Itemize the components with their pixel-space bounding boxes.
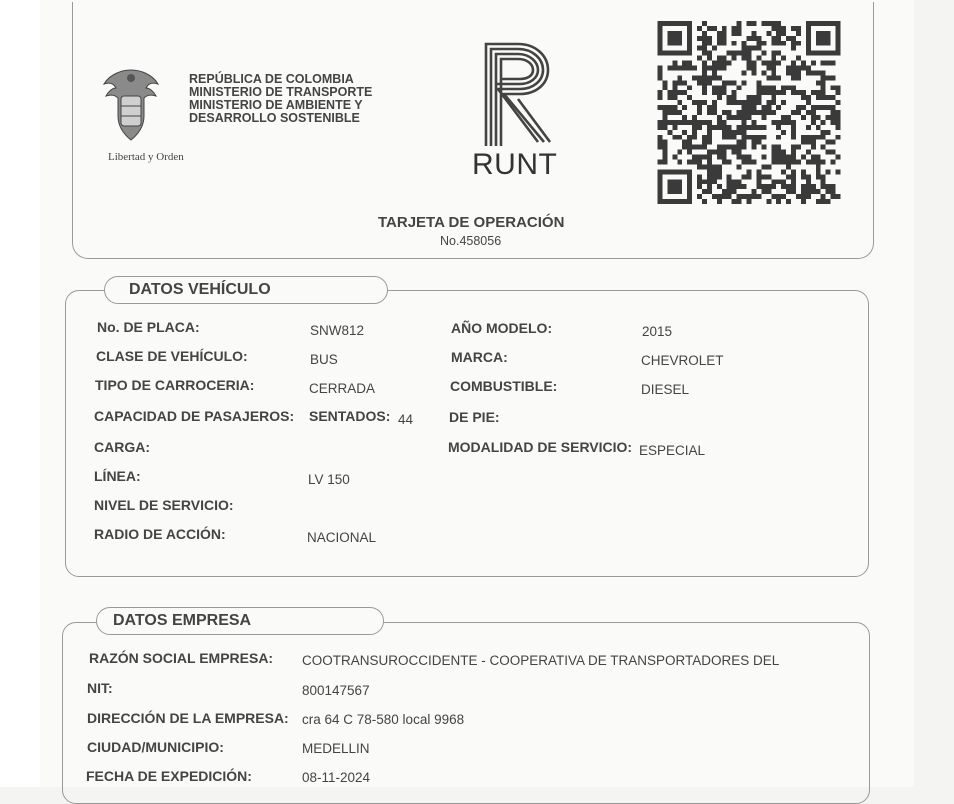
clase-label: CLASE DE VEHÍCULO:	[96, 348, 248, 364]
sentados-label: SENTADOS:	[309, 408, 391, 424]
brand-name: RUNT	[472, 148, 558, 181]
combustible-label: COMBUSTIBLE:	[450, 378, 558, 394]
qr-code-icon	[656, 21, 842, 204]
fecha-label: FECHA DE EXPEDICIÓN:	[86, 768, 252, 784]
ministry-line-1: REPÚBLICA DE COLOMBIA	[189, 72, 354, 86]
razon-label: RAZÓN SOCIAL EMPRESA:	[89, 650, 274, 666]
fecha-value: 08-11-2024	[302, 770, 371, 785]
capacidad-label: CAPACIDAD DE PASAJEROS:	[94, 408, 295, 424]
runt-logo-icon	[474, 38, 558, 148]
direccion-label: DIRECCIÓN DE LA EMPRESA:	[87, 710, 289, 726]
nivel-label: NIVEL DE SERVICIO:	[94, 497, 234, 513]
carga-label: CARGA:	[94, 439, 150, 455]
depie-label: DE PIE:	[449, 409, 500, 425]
direccion-value: cra 64 C 78-580 local 9968	[302, 712, 465, 727]
ministry-line-4: DESARROLLO SOSTENIBLE	[189, 111, 360, 125]
modelo-label: AÑO MODELO:	[451, 320, 553, 336]
modelo-value: 2015	[642, 324, 673, 339]
ciudad-label: CIUDAD/MUNICIPIO:	[87, 739, 224, 755]
coat-of-arms-icon	[102, 66, 160, 144]
marca-label: MARCA:	[451, 349, 508, 365]
motto: Libertad y Orden	[108, 151, 184, 163]
left-margin	[0, 0, 40, 787]
radio-value: NACIONAL	[307, 530, 377, 545]
placa-value: SNW812	[310, 323, 365, 338]
document-title: TARJETA DE OPERACIÓN	[378, 214, 565, 231]
radio-label: RADIO DE ACCIÓN:	[94, 526, 226, 542]
ministry-line-2: MINISTERIO DE TRANSPORTE	[189, 85, 373, 99]
carroceria-label: TIPO DE CARROCERIA:	[95, 377, 255, 393]
placa-label: No. DE PLACA:	[97, 319, 200, 335]
document-number: No.458056	[440, 234, 502, 248]
clase-value: BUS	[310, 352, 338, 367]
ministry-line-3: MINISTERIO DE AMBIENTE Y	[189, 98, 363, 112]
nit-value: 800147567	[302, 683, 370, 698]
modalidad-value: ESPECIAL	[639, 443, 706, 458]
ministry-block	[189, 73, 372, 125]
combustible-value: DIESEL	[641, 382, 690, 397]
linea-label: LÍNEA:	[94, 468, 141, 484]
linea-value: LV 150	[308, 472, 350, 487]
carroceria-value: CERRADA	[309, 381, 376, 396]
razon-value: COOTRANSUROCCIDENTE - COOPERATIVA DE TRANSPORTADORES DEL	[302, 653, 780, 668]
nit-label: NIT:	[87, 680, 113, 696]
section-title-vehiculo: DATOS VEHÍCULO	[104, 276, 388, 304]
section-title-empresa: DATOS EMPRESA	[96, 607, 384, 635]
modalidad-label: MODALIDAD DE SERVICIO:	[448, 439, 633, 455]
ciudad-value: MEDELLIN	[302, 741, 370, 756]
sentados-value: 44	[398, 412, 414, 427]
marca-value: CHEVROLET	[641, 353, 724, 368]
